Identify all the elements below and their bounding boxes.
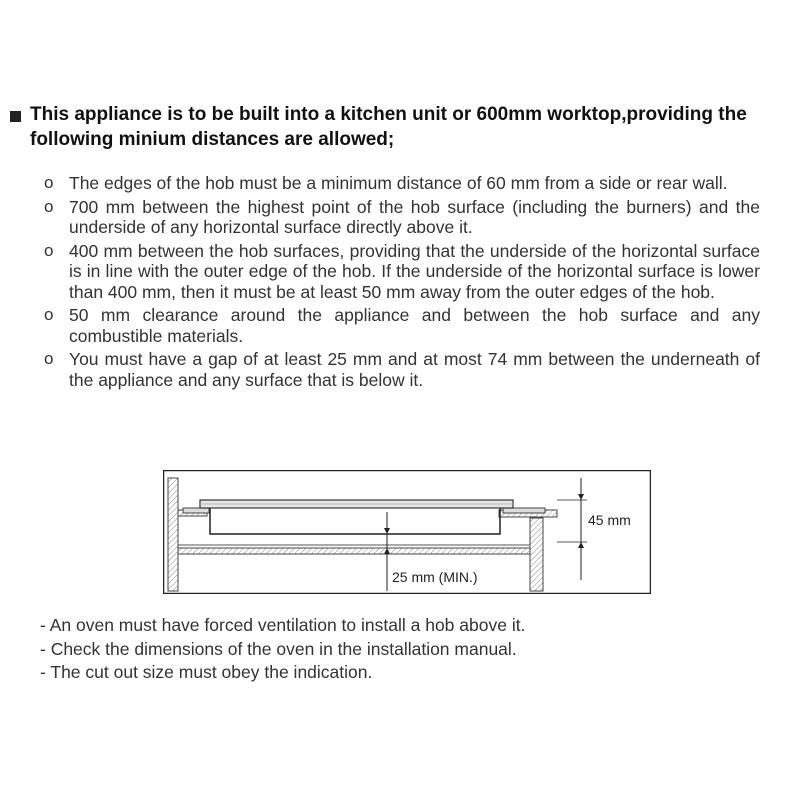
list-item-text: You must have a gap of at least 25 mm and at most 74 mm between the underneath of the appliance and any surface that is below it.	[69, 349, 760, 390]
circle-bullet-icon: o	[44, 173, 54, 192]
circle-bullet-icon: o	[44, 196, 54, 216]
label-25mm: 25 mm (MIN.)	[392, 569, 478, 585]
list-item	[44, 241, 760, 303]
worktop-right	[503, 508, 545, 513]
note-item: - Check the dimensions of the oven in the installation manual.	[40, 638, 517, 659]
square-bullet-icon	[10, 111, 21, 122]
list-item	[44, 349, 760, 390]
circle-bullet-icon: o	[44, 349, 54, 368]
note-item: - The cut out size must obey the indication.	[40, 662, 373, 682]
list-item-text: 400 mm between the hob surfaces, providing that the underside of the horizontal surface is in line with the outer edge of the hob. If the underside of the horizontal surface is lower than 400 mm, then it must be at least 50 mm away from the outer edges of the hob.	[69, 240, 760, 302]
list-item	[44, 197, 760, 238]
list-item-text: 700 mm between the highest point of the hob surface (including the burners) and the underside of any horizontal surface directly above it.	[69, 196, 760, 237]
section-heading	[6, 102, 796, 152]
circle-bullet-icon: o	[44, 240, 54, 260]
circle-bullet-icon: o	[44, 305, 54, 324]
list-item	[44, 173, 760, 194]
lower-shelf	[178, 548, 530, 554]
notes-list	[40, 614, 780, 685]
installation-diagram	[163, 470, 651, 594]
heading-text: This appliance is to be built into a kitchen unit or 600mm worktop,providing the following minium distances are allowed;	[30, 104, 747, 150]
list-item	[44, 305, 760, 346]
list-item-text: 50 mm clearance around the appliance and between the hob surface and any combustible materials.	[69, 305, 760, 346]
list-item-text: The edges of the hob must be a minimum distance of 60 mm from a side or rear wall.	[69, 173, 728, 193]
label-45mm: 45 mm	[588, 512, 631, 528]
worktop-left	[183, 508, 209, 513]
note-item: - An oven must have forced ventilation to install a hob above it.	[40, 615, 526, 635]
requirements-list	[44, 173, 760, 393]
